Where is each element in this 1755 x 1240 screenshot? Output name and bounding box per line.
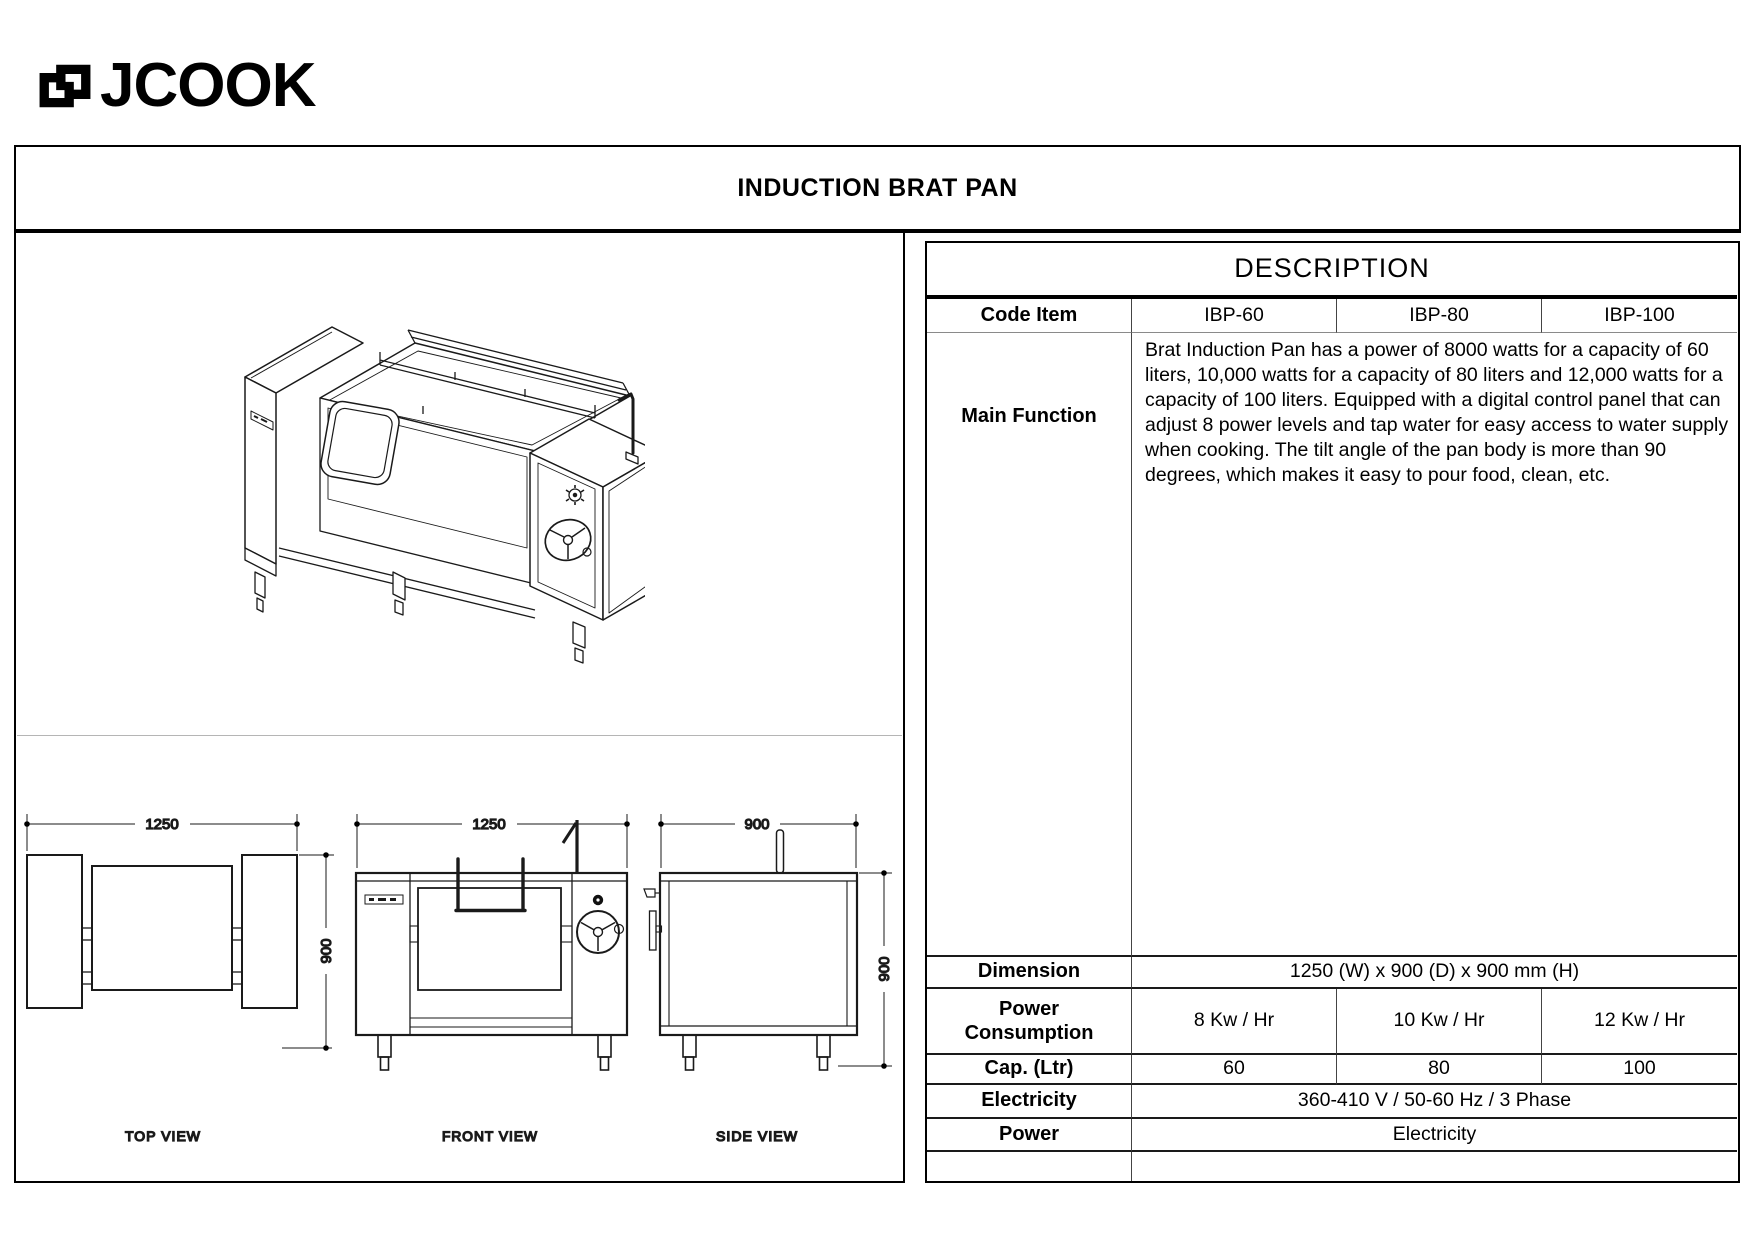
power-value: Electricity xyxy=(1132,1119,1737,1152)
top-view-drawing xyxy=(24,814,335,1144)
electricity-value: 360-410 V / 50-60 Hz / 3 Phase xyxy=(1132,1085,1737,1119)
capacity-value-3: 100 xyxy=(1542,1055,1737,1085)
main-function-label: Main Function xyxy=(927,333,1132,957)
top-view-label: TOP VIEW xyxy=(125,1129,201,1144)
brand-logo xyxy=(38,51,316,120)
code-item-value-1: IBP-60 xyxy=(1132,299,1337,333)
power-consumption-value-1: 8 Kw / Hr xyxy=(1132,989,1337,1055)
jcook-chain-logo-icon xyxy=(38,59,92,113)
main-function-cell xyxy=(1132,333,1737,957)
top-view-width-dim: 1250 xyxy=(145,816,179,833)
power-consumption-label-text: Power Consumption xyxy=(964,997,1094,1044)
front-view-label: FRONT VIEW xyxy=(442,1129,538,1144)
panel-divider-line xyxy=(17,735,902,736)
power-label: Power xyxy=(927,1119,1132,1152)
page-title: INDUCTION BRAT PAN xyxy=(737,173,1018,202)
empty-label-cell xyxy=(927,1152,1132,1182)
front-view-width-dim: 1250 xyxy=(472,816,506,833)
capacity-value-2: 80 xyxy=(1337,1055,1542,1085)
title-bar xyxy=(14,145,1741,233)
isometric-view-drawing xyxy=(175,248,645,668)
code-item-label: Code Item xyxy=(927,299,1132,333)
dimension-label: Dimension xyxy=(927,957,1132,989)
orthographic-views-drawing xyxy=(14,795,905,1155)
description-header: DESCRIPTION xyxy=(927,243,1737,299)
capacity-value-1: 60 xyxy=(1132,1055,1337,1085)
power-consumption-value-3: 12 Kw / Hr xyxy=(1542,989,1737,1055)
capacity-label: Cap. (Ltr) xyxy=(927,1055,1132,1085)
power-consumption-value-2: 10 Kw / Hr xyxy=(1337,989,1542,1055)
brand-name: JCOOK xyxy=(100,51,316,120)
top-view-depth-dim: 900 xyxy=(318,938,335,964)
code-item-value-2: IBP-80 xyxy=(1337,299,1542,333)
side-view-label: SIDE VIEW xyxy=(716,1129,798,1144)
description-table xyxy=(925,241,1740,1183)
power-consumption-label xyxy=(927,989,1132,1055)
electricity-label: Electricity xyxy=(927,1085,1132,1119)
code-item-value-3: IBP-100 xyxy=(1542,299,1737,333)
dimension-value: 1250 (W) x 900 (D) x 900 mm (H) xyxy=(1132,957,1737,989)
main-function-text: Brat Induction Pan has a power of 8000 watts for a capacity of 60 liters, 10,000 watts for a capacity of 80 liters and 12,000 watts for a capacity of 100 liters. Equipped with a digital control panel that can adjust 8 power levels and tap water for easy access to water supply when cooking. The tilt angle of the pan body is more than 90 degrees, which makes it easy to pour food, clean, etc. xyxy=(1145,338,1729,486)
side-view-depth-dim: 900 xyxy=(744,816,770,833)
front-view-drawing xyxy=(354,814,630,1144)
side-view-drawing xyxy=(644,814,893,1144)
side-view-height-dim: 900 xyxy=(876,956,893,982)
empty-value-cell xyxy=(1132,1152,1737,1182)
